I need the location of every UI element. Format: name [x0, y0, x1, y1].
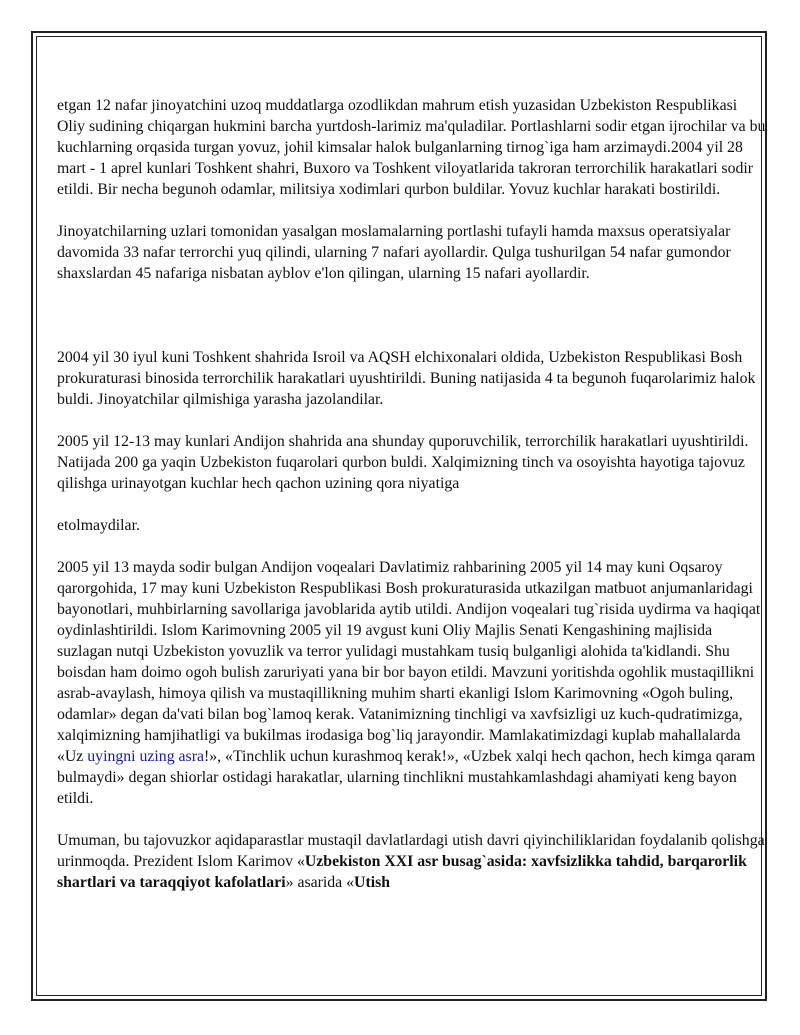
paragraph-6-text-after: !», «Tinchlik uchun kurashmoq kerak!», «Uzbek xalqi hech qachon, hech kimga qaram bulmaydi» degan shiorlar ostidagi harakatlar, ularning tinchlikni mustahkamlashdagi ahamiyati keng bayon etildi.: [57, 748, 756, 807]
bold-tail: Utish: [354, 874, 391, 891]
paragraph-7: [57, 830, 767, 893]
paragraph-4: 2005 yil 12-13 may kunlari Andijon shahrida ana shunday quporuvchilik, terrorchilik harakatlari uyushtirildi. Natijada 200 ga yaqin Uzbekiston fuqarolari qurbon buldi. Xalqimizning tinch va osoyishta hayotiga tajovuz qilishga urinayotgan kuchlar hech qachon uzining qora niyatiga: [57, 433, 749, 492]
paragraph-1: etgan 12 nafar jinoyatchini uzoq muddatlarga ozodlikdan mahrum etish yuzasidan Uzbekiston Respublikasi Oliy sudining chiqargan hukmini barcha yurtdosh-larimiz ma'quladilar. Portlashlarni sodir etgan ijrochilar va bu kuchlarning orqasida turgan yovuz, johil kimsalar halok bulganlarning tirnog`iga ham arzimaydi.2004 yil 28 mart - 1 aprel kunlari Toshkent shahri, Buxoro va Toshkent viloyatlarida takroran terrorchilik harakatlari sodir etildi. Bir necha begunoh odamlar, militsiya xodimlari qurbon buldilar. Yovuz kuchlar harakati bostirildi.: [57, 97, 766, 198]
paragraph-3: 2004 yil 30 iyul kuni Toshkent shahrida Isroil va AQSH elchixonalari oldida, Uzbekiston Respublikasi Bosh prokuraturasi binosida terrorchilik harakatlari uyushtirildi. Buning natijasida 4 ta begunoh fuqarolarimiz halok buldi. Jinoyatchilar qilmishiga yarasha jazolandilar.: [57, 349, 756, 408]
paragraph-7-text-middle: » asarida «: [285, 874, 355, 891]
paragraph-2: Jinoyatchilarning uzlari tomonidan yasalgan moslamalarning portlashi tufayli hamda maxsus operatsiyalar davomida 33 nafar terrorchi yuq qilindi, ularning 7 nafari ayollardir. Qulga tushurilgan 54 nafar gumondor shaxslardan 45 nafariga nisbatan ayblov e'lon qilingan, ularning 15 nafari ayollardir.: [57, 223, 731, 282]
paragraph-6-text-before: 2005 yil 13 mayda sodir bulgan Andijon voqealari Davlatimiz rahbarining 2005 yil 14 may kuni Oqsaroy qarorgohida, 17 may kuni Uzbekiston Respublikasi Bosh prokuraturasida utkazilgan matbuot anjumanlaridagi bayonotlari, muhbirlarning savollariga javoblarida aytib utildi. Andijon voqealari tug`risida uydirma va haqiqat oydinlashtirildi. Islom Karimovning 2005 yil 19 avgust kuni Oliy Majlis Senati Kengashining majlisida suzlagan nutqi Uzbekiston yovuzlik va terror yulidagi mustahkam tusiq bulganligi alohida ta'kidlandi. Shu boisdan ham doimo ogoh bulish zaruriyati yana bir bor bayon etildi. Mavzuni yoritishda ogohlik mustaqillikni asrab-avaylash, himoya qilish va mustaqillikning muhim sharti ekanligi Islom Karimovning «Ogoh buling, odamlar» degan da'vati bilan bog`lamoq kerak. Vatanimizning tinchligi va xavfsizligi uz kuch-qudratimizga, xalqimizning hamjihatligi va bukilmas irodasiga bog`liq jarayondir. Mamlakatimizdagi kuplab mahallalarda «Uz: [57, 559, 761, 765]
paragraph-7-text-start: Umuman, bu tajovuzkor aqidaparastlar mustaqil davlatlardagi utish davri qiyinchiliklaridan foydalanib qolishga urinmoqda. Prezident Islom Karimov «: [57, 832, 765, 870]
document-body: [57, 95, 767, 893]
book-title: Uzbekiston XXI asr busag`asida: xavfsizlikka tahdid, barqarorlik shartlari va taraqqiyot kafolatlari: [57, 853, 747, 891]
paragraph-5: etolmaydilar.: [57, 517, 140, 534]
inline-link[interactable]: uyingni uzing asra: [87, 748, 204, 765]
paragraph-6: [57, 557, 767, 809]
